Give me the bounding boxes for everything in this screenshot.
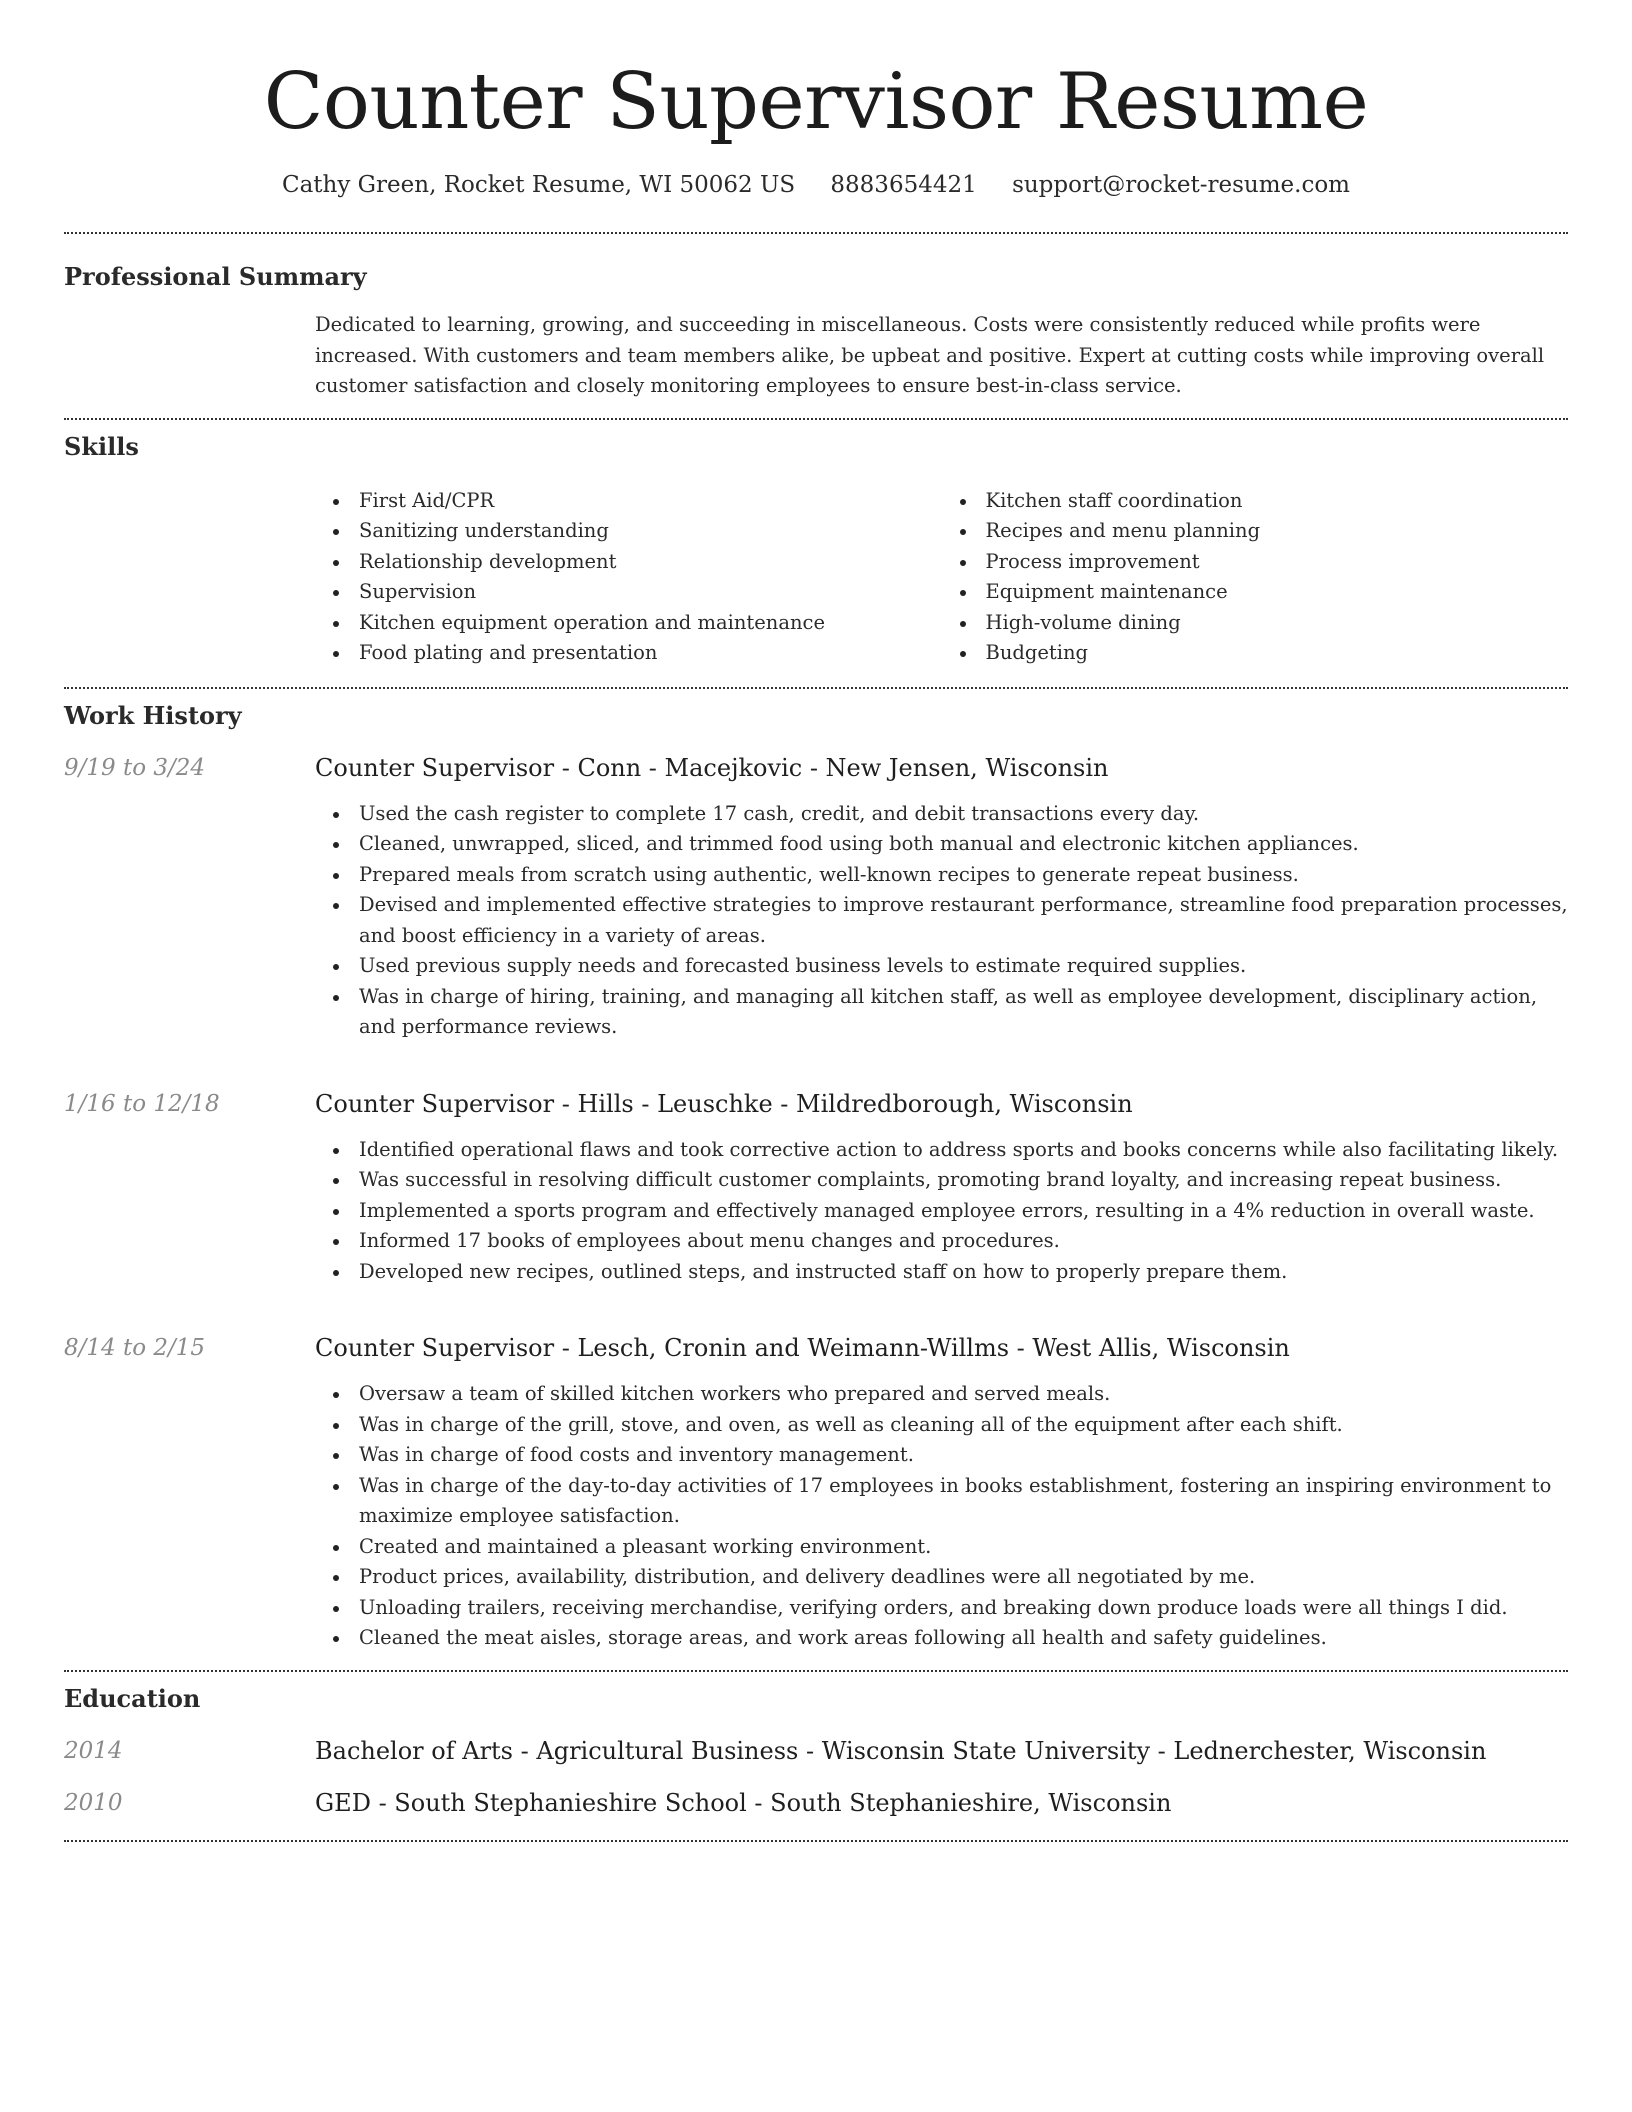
resume-page xyxy=(64,0,1568,1842)
job-entry xyxy=(64,733,1568,1043)
skill-item: Kitchen staff coordination xyxy=(986,486,1569,517)
job-bullet: Devised and implemented effective strategies to improve restaurant performance, streamline food preparation processes, and boost efficiency in a variety of areas. xyxy=(359,890,1568,951)
work-heading: Work History xyxy=(64,700,242,730)
job-bullet: Used the cash register to complete 17 cash, credit, and debit transactions every day. xyxy=(359,799,1568,830)
skill-item: Relationship development xyxy=(359,547,942,578)
job-bullet: Cleaned the meat aisles, storage areas, and work areas following all health and safety guidelines. xyxy=(359,1623,1568,1654)
skills-columns xyxy=(315,486,1568,669)
skills-section xyxy=(64,420,1568,687)
job-details xyxy=(315,1121,1568,1288)
section-end-gap xyxy=(64,1820,1568,1840)
job-spacer xyxy=(64,785,315,1043)
skills-list-left xyxy=(315,486,942,669)
skill-item: Equipment maintenance xyxy=(986,577,1569,608)
job-bullets xyxy=(315,1135,1568,1288)
summary-section xyxy=(64,234,1568,418)
job-bullet: Identified operational flaws and took corrective action to address sports and books concerns while also facilitating likely. xyxy=(359,1135,1568,1166)
job-dates: 1/16 to 12/18 xyxy=(64,1090,220,1117)
contact-line xyxy=(64,168,1568,202)
education-entry xyxy=(64,1716,1568,1768)
job-bullet: Developed new recipes, outlined steps, and instructed staff on how to properly prepare them. xyxy=(359,1257,1568,1288)
job-title: Counter Supervisor - Hills - Leuschke - Mildredborough, Wisconsin xyxy=(315,1089,1133,1118)
job-details xyxy=(315,785,1568,1043)
education-details: Bachelor of Arts - Agricultural Business - Wisconsin State University - Lednerchester, Wisconsin xyxy=(315,1736,1487,1765)
job-gap xyxy=(64,1043,1568,1069)
education-year: 2010 xyxy=(64,1789,123,1816)
skill-item: High-volume dining xyxy=(986,608,1569,639)
job-body xyxy=(64,785,1568,1043)
contact-email: support@rocket-resume.com xyxy=(1012,172,1350,198)
skill-item: Sanitizing understanding xyxy=(359,516,942,547)
job-body xyxy=(64,1121,1568,1288)
job-bullet: Used previous supply needs and forecasted business levels to estimate required supplies. xyxy=(359,951,1568,982)
skill-item: Food plating and presentation xyxy=(359,638,942,669)
education-year: 2014 xyxy=(64,1737,123,1764)
education-details: GED - South Stephanieshire School - South Stephanieshire, Wisconsin xyxy=(315,1788,1172,1817)
job-bullet: Oversaw a team of skilled kitchen workers who prepared and served meals. xyxy=(359,1379,1568,1410)
skill-item: Budgeting xyxy=(986,638,1569,669)
job-bullet: Implemented a sports program and effectively managed employee errors, resulting in a 4% reduction in overall waste. xyxy=(359,1196,1568,1227)
job-spacer xyxy=(64,1121,315,1288)
section-divider xyxy=(64,1840,1568,1842)
skill-item: Process improvement xyxy=(986,547,1569,578)
work-section xyxy=(64,689,1568,1670)
contact-address: Cathy Green, Rocket Resume, WI 50062 US xyxy=(282,172,796,198)
summary-text: Dedicated to learning, growing, and succeeding in miscellaneous. Costs were consistently reduced while profits were increased. With customers and team members alike, be upbeat and positive. Expert at cutting costs while improving overall customer satisfaction and closely monitoring employees to ensure best-in-class service. xyxy=(315,313,1545,397)
skill-item: First Aid/CPR xyxy=(359,486,942,517)
page-title: Counter Supervisor Resume xyxy=(263,57,1369,147)
job-header xyxy=(64,751,1568,785)
job-bullets xyxy=(315,1379,1568,1654)
job-bullet: Was in charge of the day-to-day activities of 17 employees in books establishment, fostering an inspiring environment to maximize employee satisfaction. xyxy=(359,1471,1568,1532)
skill-item: Recipes and menu planning xyxy=(986,516,1569,547)
education-entry xyxy=(64,1768,1568,1820)
section-end-gap xyxy=(64,1654,1568,1670)
skills-heading: Skills xyxy=(64,431,139,461)
summary-heading: Professional Summary xyxy=(64,262,367,291)
education-heading: Education xyxy=(64,1683,201,1713)
job-body xyxy=(64,1365,1568,1654)
skills-spacer xyxy=(64,486,315,669)
job-bullet: Unloading trailers, receiving merchandise, verifying orders, and breaking down produce loads were all things I did. xyxy=(359,1593,1568,1624)
job-gap xyxy=(64,1287,1568,1313)
skill-item: Supervision xyxy=(359,577,942,608)
job-bullet: Informed 17 books of employees about menu changes and procedures. xyxy=(359,1226,1568,1257)
education-section xyxy=(64,1672,1568,1840)
job-bullet: Product prices, availability, distribution, and delivery deadlines were all negotiated by me. xyxy=(359,1562,1568,1593)
job-bullets xyxy=(315,799,1568,1043)
job-dates: 8/14 to 2/15 xyxy=(64,1335,206,1361)
job-title: Counter Supervisor - Conn - Macejkovic - New Jensen, Wisconsin xyxy=(315,753,1109,782)
job-spacer xyxy=(64,1365,315,1654)
job-title: Counter Supervisor - Lesch, Cronin and Weimann-Willms - West Allis, Wisconsin xyxy=(315,1334,1290,1362)
job-bullet: Was in charge of hiring, training, and managing all kitchen staff, as well as employee development, disciplinary action, and performance reviews. xyxy=(359,982,1568,1043)
job-header xyxy=(64,1331,1568,1365)
job-header xyxy=(64,1087,1568,1121)
job-bullet: Prepared meals from scratch using authentic, well-known recipes to generate repeat business. xyxy=(359,860,1568,891)
job-bullet: Was successful in resolving difficult customer complaints, promoting brand loyalty, and increasing repeat business. xyxy=(359,1165,1568,1196)
job-bullet: Created and maintained a pleasant working environment. xyxy=(359,1532,1568,1563)
summary-row xyxy=(64,294,1568,418)
job-dates: 9/19 to 3/24 xyxy=(64,754,206,781)
contact-phone: 8883654421 xyxy=(830,172,977,198)
skills-list-right xyxy=(942,486,1569,669)
job-details xyxy=(315,1365,1568,1654)
job-bullet: Cleaned, unwrapped, sliced, and trimmed food using both manual and electronic kitchen appliances. xyxy=(359,829,1568,860)
skill-item: Kitchen equipment operation and maintenance xyxy=(359,608,942,639)
skills-row xyxy=(64,464,1568,687)
job-entry xyxy=(64,1069,1568,1288)
summary-spacer xyxy=(64,310,315,402)
job-entry xyxy=(64,1313,1568,1654)
job-bullet: Was in charge of the grill, stove, and oven, as well as cleaning all of the equipment after each shift. xyxy=(359,1410,1568,1441)
job-bullet: Was in charge of food costs and inventory management. xyxy=(359,1440,1568,1471)
